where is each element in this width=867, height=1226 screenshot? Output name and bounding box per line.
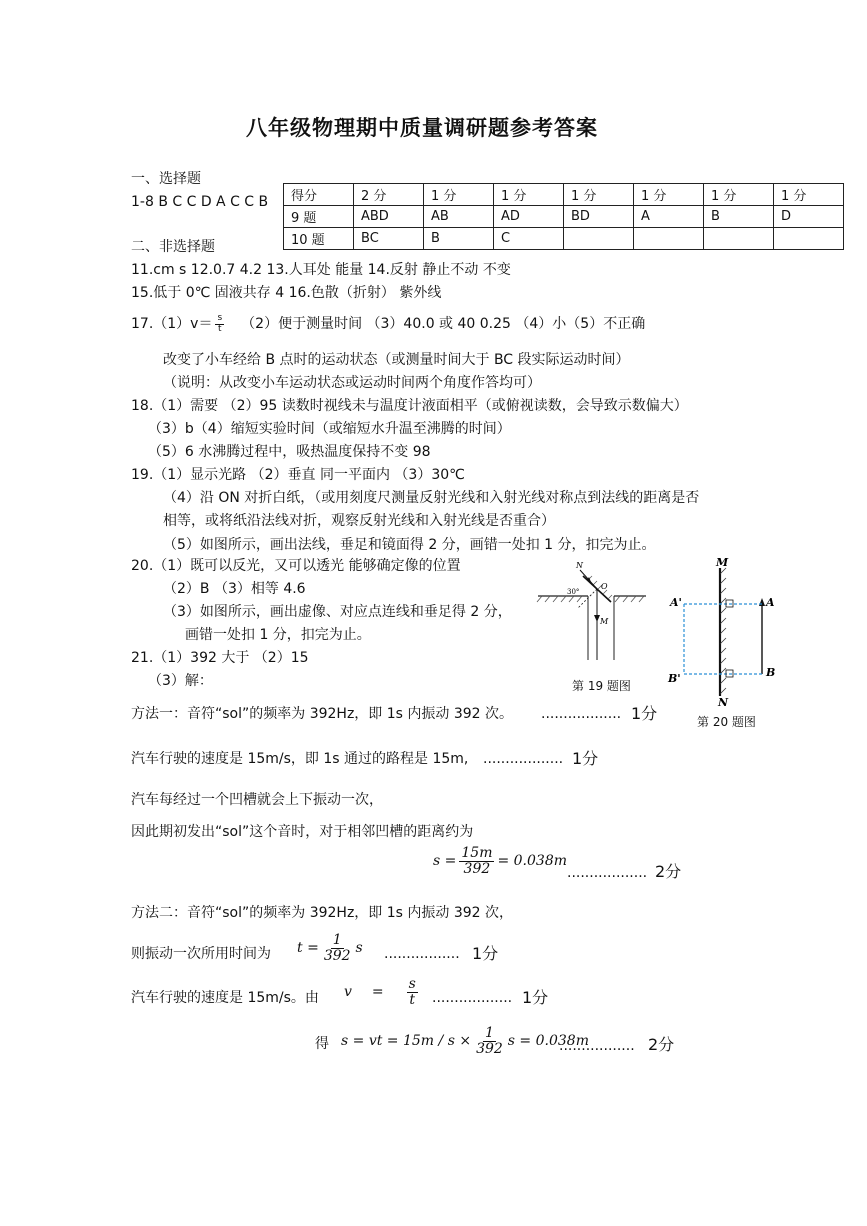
- answer-q19-line3: 相等，或将纸沿法线对折，观察反射光线和入射光线是否重合）: [163, 513, 555, 529]
- method2-line2: 则振动一次所用时间为: [131, 946, 271, 962]
- method1-line2: 汽车行驶的速度是 15m/s，即 1s 通过的路程是 15m,: [131, 751, 469, 767]
- score-table: [283, 183, 844, 250]
- table-cell: A: [634, 206, 704, 228]
- fraction-numerator: 15m: [461, 845, 493, 861]
- table-cell: 得分: [284, 184, 354, 206]
- table-cell: AB: [424, 206, 494, 228]
- table-cell: [774, 228, 844, 250]
- table-row: [284, 184, 844, 206]
- score-mark: 1分: [472, 944, 499, 963]
- label-m: M: [600, 617, 609, 626]
- answer-q19-line2: （4）沿 ON 对折白纸，（或用刻度尺测量反射光线和入射光线对称点到法线的距离是否: [163, 490, 700, 506]
- label-a-prime: A': [670, 596, 682, 609]
- method2-time-equation: [297, 933, 363, 965]
- table-cell: 1 分: [704, 184, 774, 206]
- table-cell: B: [704, 206, 774, 228]
- eq-unit: s: [355, 940, 363, 957]
- method2-final-prefix: 得: [315, 1036, 329, 1052]
- answer-q15: 15.低于 0℃ 固液共存 4 16.色散（折射） 紫外线: [131, 285, 442, 301]
- answer-q20-line1: 20.（1）既可以反光，又可以透光 能够确定像的位置: [131, 558, 461, 574]
- score-mark: 1分: [572, 749, 599, 768]
- fraction-numerator: 1: [484, 1025, 494, 1041]
- label-b-prime: B': [668, 672, 681, 685]
- method2-line3: 汽车行驶的速度是 15m/s。由: [131, 990, 319, 1006]
- label-n: N: [576, 561, 583, 570]
- table-cell: 9 题: [284, 206, 354, 228]
- eq-lhs: s = vt = 15m / s ×: [341, 1033, 472, 1050]
- table-cell: B: [424, 228, 494, 250]
- method2-line1: 方法二：音符“sol”的频率为 392Hz，即 1s 内振动 392 次，: [131, 905, 514, 921]
- label-n: N: [718, 696, 729, 708]
- answer-q21-line2: （3）解：: [148, 673, 213, 689]
- table-cell: [704, 228, 774, 250]
- dot-leader: .................: [559, 1038, 635, 1054]
- table-cell: [564, 228, 634, 250]
- table-cell: C: [494, 228, 564, 250]
- table-cell: 1 分: [494, 184, 564, 206]
- surface-hatching: [537, 596, 644, 602]
- table-cell: 1 分: [634, 184, 704, 206]
- eq-fraction: [322, 933, 353, 965]
- section-heading-choice: 一、选择题: [131, 171, 201, 187]
- label-b: B: [766, 666, 776, 679]
- score-mark: 1分: [522, 988, 549, 1007]
- score-mark: 1分: [631, 704, 658, 723]
- fraction-denominator: t: [409, 992, 416, 1009]
- score-mark: 2分: [648, 1035, 675, 1054]
- table-cell: 10 题: [284, 228, 354, 250]
- answer-q17-line3: （说明：从改变小车运动状态或运动时间两个角度作答均可）: [163, 375, 541, 391]
- table-row: [284, 228, 844, 250]
- fraction-numerator: s: [217, 313, 223, 323]
- table-cell: 1 分: [774, 184, 844, 206]
- figure-19-caption: 第 19 题图: [572, 679, 631, 693]
- table-row: [284, 206, 844, 228]
- eq-rhs: s = 0.038m: [507, 1033, 589, 1050]
- table-cell: 2 分: [354, 184, 424, 206]
- table-cell: D: [774, 206, 844, 228]
- label-angle: 30°: [567, 588, 580, 596]
- dot-leader: ..................: [432, 990, 513, 1006]
- fraction-denominator: 392: [476, 1041, 503, 1058]
- dot-leader: .................: [384, 946, 460, 962]
- mirror-hatching: [588, 576, 612, 599]
- table-cell: BC: [354, 228, 424, 250]
- answer-q18-line1: 18.（1）需要 （2）95 读数时视线未与温度计液面相平（或俯视读数，会导致示数偏大）: [131, 398, 688, 414]
- eq-fraction: [407, 977, 418, 1009]
- answer-q17-line1: [131, 314, 645, 335]
- method2-final-equation: [341, 1026, 589, 1058]
- dot-leader: ..................: [541, 706, 622, 722]
- table-cell: 1 分: [564, 184, 634, 206]
- method1-line4: 因此期初发出“sol”这个音时，对于相邻凹槽的距离约为: [131, 824, 474, 840]
- answer-q18-line3: （5）6 水沸腾过程中，吸热温度保持不变 98: [148, 444, 431, 460]
- dot-leader: ..................: [483, 751, 564, 767]
- answer-q18-line2: （3）b（4）缩短实验时间（或缩短水升温至沸腾的时间）: [148, 421, 511, 437]
- answer-q19-line4: （5）如图所示，画出法线，垂足和镜面得 2 分，画错一处扣 1 分，扣完为止。: [163, 537, 656, 553]
- velocity-fraction: [215, 314, 224, 335]
- eq-fraction: [474, 1026, 505, 1058]
- label-a: A: [766, 596, 775, 609]
- method1-equation: [433, 846, 567, 878]
- eq-fraction: [459, 846, 494, 878]
- method1-line3: 汽车每经过一个凹槽就会上下振动一次，: [131, 792, 383, 808]
- fraction-numerator: s: [408, 976, 416, 992]
- table-cell: 1 分: [424, 184, 494, 206]
- table-cell: BD: [564, 206, 634, 228]
- object-arrow: [759, 598, 765, 606]
- answer-q21-line1: 21.（1）392 大于 （2）15: [131, 650, 309, 666]
- answer-q11: 11.cm s 12.0.7 4.2 13.人耳处 能量 14.反射 静止不动 不变: [131, 262, 511, 278]
- table-cell: ABD: [354, 206, 424, 228]
- table-cell: [634, 228, 704, 250]
- method1-line1: 方法一：音符“sol”的频率为 392Hz，即 1s 内振动 392 次。: [131, 706, 514, 722]
- fraction-denominator: 392: [463, 861, 491, 878]
- choice-answers: 1-8 B C C D A C C B: [131, 194, 269, 210]
- answer-q19-line1: 19.（1）显示光路 （2）垂直 同一平面内 （3）30℃: [131, 467, 465, 483]
- eq-rhs: = 0.038m: [497, 853, 568, 870]
- answer-q20-line3: （3）如图所示，画出虚像、对应点连线和垂足得 2 分，: [163, 604, 512, 620]
- answer-q20-line4: 画错一处扣 1 分，扣完为止。: [185, 627, 371, 643]
- eq-lhs: t =: [297, 940, 319, 957]
- page-title: 八年级物理期中质量调研题参考答案: [246, 116, 598, 140]
- score-mark: 2分: [655, 862, 682, 881]
- label-o: O: [601, 582, 608, 591]
- dot-leader: ..................: [567, 865, 648, 881]
- label-m: M: [716, 556, 729, 569]
- table-cell: AD: [494, 206, 564, 228]
- eq-lhs: s =: [433, 853, 457, 870]
- fraction-denominator: 392: [323, 948, 351, 965]
- fraction-denominator: t: [218, 323, 222, 334]
- figure-20-caption: 第 20 题图: [697, 715, 756, 729]
- q17-rest: （2）便于测量时间 （3）40.0 或 40 0.25 （4）小（5）不正确: [241, 315, 646, 332]
- figure-20-diagram: [662, 556, 788, 708]
- q17-prefix: 17.（1）v＝: [131, 315, 213, 332]
- eq-lhs: v: [344, 984, 352, 1001]
- figure-19-diagram: [536, 558, 648, 662]
- answer-q17-line2: 改变了小车经给 B 点时的运动状态（或测量时间大于 BC 段实际运动时间）: [163, 352, 630, 368]
- section-heading-nonchoice: 二、非选择题: [131, 239, 215, 255]
- eq-equals: =: [371, 984, 384, 1001]
- method2-speed-equation: [344, 977, 421, 1009]
- answer-q20-line2: （2）B （3）相等 4.6: [163, 581, 306, 597]
- fraction-numerator: 1: [332, 932, 342, 948]
